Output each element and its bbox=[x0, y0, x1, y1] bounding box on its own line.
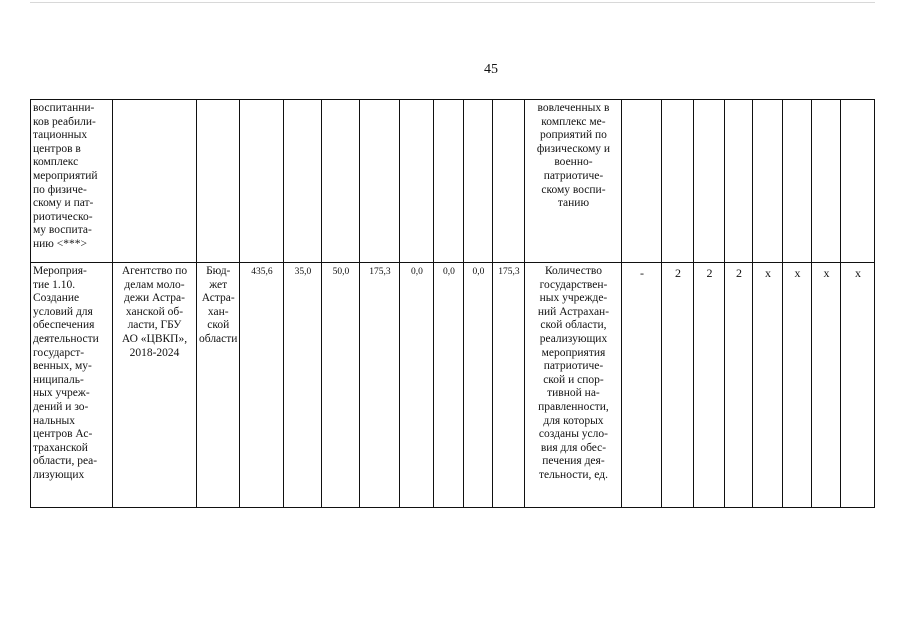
value-cell: х bbox=[753, 263, 783, 508]
finance-cell bbox=[493, 100, 525, 263]
source-cell: Бюд- жет Астра- хан- ской области bbox=[197, 263, 240, 508]
finance-cell bbox=[322, 100, 360, 263]
value-cell bbox=[841, 100, 875, 263]
indicator-cell: Количество государствен- ных учрежде- ний Астрахан- ской области, реализующих мероприятия патриотиче- ской и спор- тивной на- правленности, для которых созданы усло- вия для обес- печения дея- тельности, ед. bbox=[525, 263, 622, 508]
value-cell: 2 bbox=[725, 263, 753, 508]
finance-cell: 175,3 bbox=[360, 263, 400, 508]
finance-cell bbox=[400, 100, 434, 263]
program-table-wrap bbox=[30, 99, 875, 508]
scan-edge-line bbox=[30, 2, 875, 3]
finance-cell: 175,3 bbox=[493, 263, 525, 508]
value-cell bbox=[783, 100, 812, 263]
finance-cell bbox=[284, 100, 322, 263]
finance-cell: 0,0 bbox=[400, 263, 434, 508]
value-cell: 2 bbox=[662, 263, 694, 508]
table-row bbox=[31, 263, 875, 508]
value-cell bbox=[812, 100, 841, 263]
value-cell bbox=[662, 100, 694, 263]
value-cell bbox=[694, 100, 725, 263]
value-cell: х bbox=[812, 263, 841, 508]
finance-cell bbox=[360, 100, 400, 263]
finance-cell: 0,0 bbox=[464, 263, 493, 508]
value-cell: х bbox=[783, 263, 812, 508]
value-cell: х bbox=[841, 263, 875, 508]
indicator-cell: вовлеченных в комплекс ме- роприятий по физическому и военно- патриотиче- скому воспи- танию bbox=[525, 100, 622, 263]
measure-name-cell: Мероприя- тие 1.10. Создание условий для обеспечения деятельности государст- венных, му- ниципаль- ных учреж- дений и зо- нальных центров Ас- траханской области, реа- лизующих bbox=[31, 263, 113, 508]
finance-cell: 50,0 bbox=[322, 263, 360, 508]
value-cell bbox=[622, 100, 662, 263]
finance-cell: 0,0 bbox=[434, 263, 464, 508]
value-cell bbox=[725, 100, 753, 263]
value-cell: 2 bbox=[694, 263, 725, 508]
value-cell: - bbox=[622, 263, 662, 508]
finance-total-cell: 435,6 bbox=[240, 263, 284, 508]
measure-name-cell: воспитанни- ков реабили- тационных центров в комплекс мероприятий по физиче- скому и пат- риотическо- му воспита- нию <***> bbox=[31, 100, 113, 263]
finance-cell bbox=[240, 100, 284, 263]
finance-cell: 35,0 bbox=[284, 263, 322, 508]
finance-cell bbox=[464, 100, 493, 263]
source-cell bbox=[197, 100, 240, 263]
program-table bbox=[30, 99, 875, 508]
executor-cell: Агентство по делам моло- дежи Астра- ханской об- ласти, ГБУ АО «ЦВКП», 2018-2024 bbox=[113, 263, 197, 508]
page-number: 45 bbox=[484, 62, 498, 77]
finance-cell bbox=[434, 100, 464, 263]
executor-cell bbox=[113, 100, 197, 263]
table-row bbox=[31, 100, 875, 263]
value-cell bbox=[753, 100, 783, 263]
